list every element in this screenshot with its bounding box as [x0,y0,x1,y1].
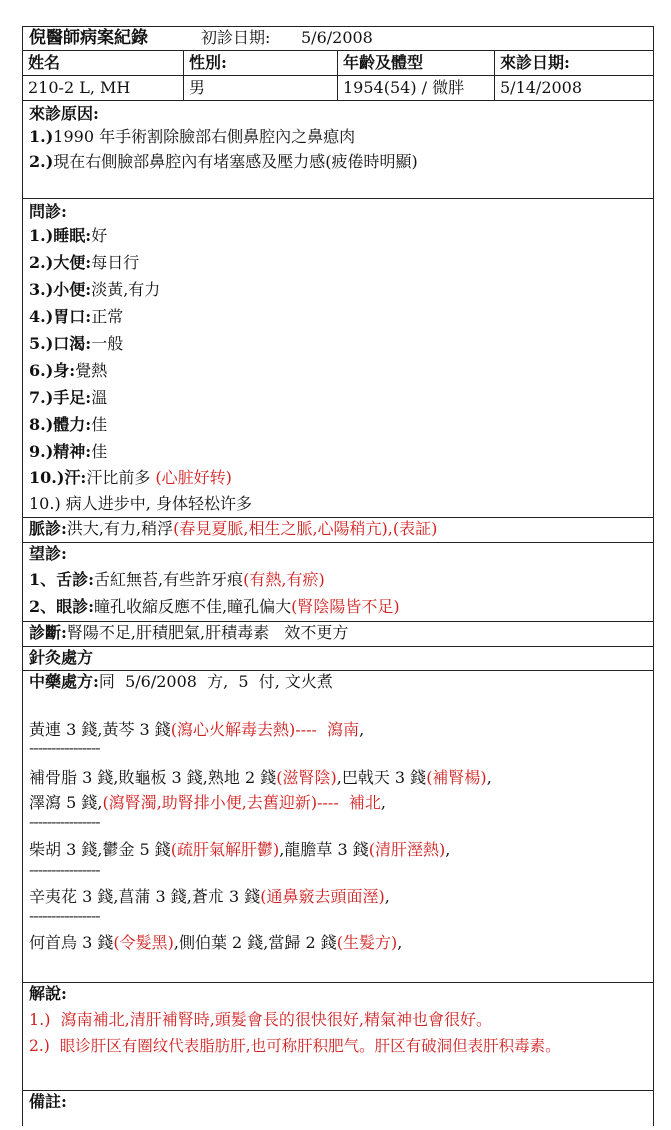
inquiry-progress-note: 10.) 病人进步中, 身体轻松许多 [29,494,252,513]
acupuncture-section [23,646,653,670]
explanation-item: 2.) 眼诊肝区有圈纹代表脂肪肝,也可称肝积肥气。肝区有破洞但表肝积毒素。 [29,1037,561,1055]
inquiry-item: 2.)大便:每日行 [29,253,140,272]
pulse-section [23,517,653,542]
herb-group-3: 柴胡 3 錢,鬱金 5 錢(疏肝氣解肝鬱),龍膽草 3 錢(清肝溼熱), [29,840,451,859]
herb-group-5: 何首烏 3 錢(令髮黑),側伯葉 2 錢,當歸 2 錢(生髮方), [29,933,403,952]
inquiry-item: 4.)胃口:正常 [29,307,124,326]
inquiry-item: 5.)口渴:一般 [29,334,124,353]
remarks-label: 備註: [29,1092,67,1111]
tongue-diagnosis: 1、舌診:舌紅無苔,有些許牙痕(有熱,有瘀) [29,570,325,589]
reason-section [23,100,653,198]
explanation-item: 1.) 瀉南補北,清肝補腎時,頭髮會長的很快很好,精氣神也會很好。 [29,1010,492,1029]
explanation-label: 解說: [29,984,67,1003]
separator: ---------------- [29,738,100,757]
inquiry-item: 7.)手足:溫 [29,388,108,407]
visit-date-header: 來診日期: [494,51,653,75]
case-record-document [22,26,654,1126]
inquiry-item: 1.)睡眠:好 [29,226,108,245]
diagnosis-section [23,621,653,646]
inquiry-item: 3.)小便:淡黃,有力 [29,280,161,299]
reason-label: 來診原因: [29,104,99,123]
age-header: 年齡及體型 [337,51,494,75]
herb-group-2: 補骨脂 3 錢,敗龜板 3 錢,熟地 2 錢(滋腎陰),巴戟天 3 錢(補腎楊), [29,768,492,787]
acupuncture-label: 針灸處方 [29,648,94,667]
inquiry-label: 問診: [29,202,67,221]
reason-item: 2.)現在右側臉部鼻腔內有堵塞感及壓力感(疲倦時明顯) [29,152,418,171]
info-header-row [23,50,653,75]
explanation-section [23,982,653,1090]
herbal-header: 中藥處方:同 5/6/2008 方, 5 付, 文火煮 [29,672,333,691]
patient-name: 210-2 L, MH [28,78,131,97]
herb-group-4: 辛夷花 3 錢,菖蒲 3 錢,蒼朮 3 錢(通鼻竅去頭面溼), [29,887,390,906]
inquiry-item: 6.)身:覺熱 [29,361,108,380]
separator: ---------------- [29,906,100,925]
inquiry-section [23,198,653,517]
record-title: 倪醫師病案紀錄 [29,28,148,48]
patient-gender: 男 [183,76,337,100]
inquiry-item: 9.)精神:佳 [29,442,108,461]
first-visit-date: 5/6/2008 [301,28,373,47]
herb-group-2-cont: 澤瀉 5 錢,(瀉腎濁,助腎排小便,去舊迎新)---- 補北, [29,793,387,812]
separator: ---------------- [29,860,100,879]
info-values-row [23,75,653,100]
separator: ---------------- [29,812,100,831]
first-visit-label: 初診日期: [201,28,271,47]
herbal-section [23,670,653,982]
observation-label: 望診: [29,544,67,563]
pulse-line: 脈診:洪大,有力,稍浮(春見夏脈,相生之脈,心陽稍亢),(表証) [29,519,438,538]
inquiry-item: 10.)汗:汗比前多 (心脏好转) [29,468,232,487]
inquiry-item: 8.)體力:佳 [29,415,108,434]
observation-section [23,542,653,621]
visit-date: 5/14/2008 [494,76,653,100]
reason-item: 1.)1990 年手術割除臉部右側鼻腔內之鼻瘜肉 [29,127,356,146]
gender-header: 性別: [183,51,337,75]
herb-group-1: 黃連 3 錢,黃芩 3 錢(瀉心火解毒去熱)---- 瀉南, [29,720,365,739]
eye-diagnosis: 2、眼診:瞳孔收縮反應不佳,瞳孔偏大(腎陰陽皆不足) [29,597,400,616]
diagnosis-line: 診斷:腎陽不足,肝積肥氣,肝積毒素 效不更方 [29,623,349,642]
remarks-section [23,1090,653,1130]
name-header: 姓名 [28,53,61,72]
header-row [23,26,653,50]
patient-age-build: 1954(54) / 微胖 [337,76,494,100]
